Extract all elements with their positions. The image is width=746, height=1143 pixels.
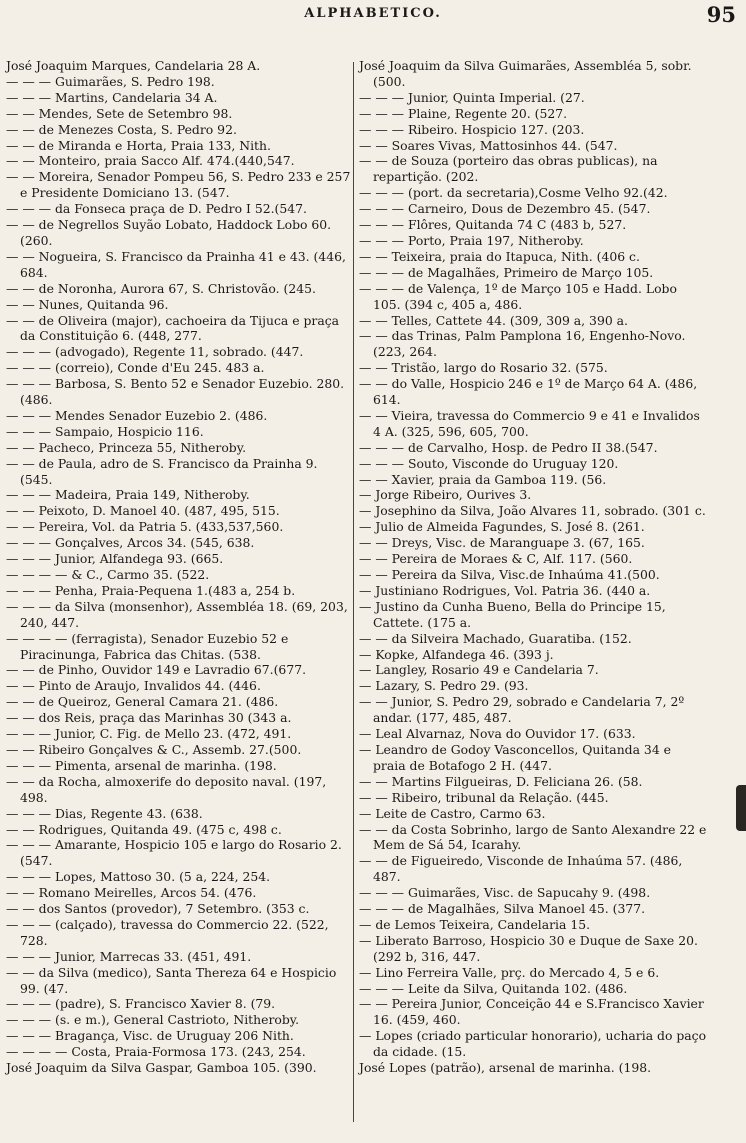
directory-entry: — — — de Valença, 1º de Março 105 e Hadd. Lobo 105. (394 c, 405 a, 486.	[359, 280, 677, 312]
directory-entry: — — — Lopes, Mattoso 30. (5 a, 224, 254.	[6, 869, 271, 885]
directory-entry: — — dos Santos (provedor), 7 Setembro. (353 c.	[6, 901, 310, 917]
directory-entry: — — — de Carvalho, Hosp. de Pedro II 38.(547.	[359, 439, 658, 455]
directory-entry: — — — Junior, Marrecas 33. (451, 491.	[6, 948, 252, 964]
directory-entry: — — Ribeiro, tribunal da Relação. (445.	[359, 789, 609, 805]
directory-entry: — — Ribeiro Gonçalves & C., Assemb. 27.(500.	[6, 741, 302, 757]
directory-entry: — — Peixoto, D. Manoel 40. (487, 495, 515.	[6, 503, 280, 519]
directory-entry: — — de Miranda e Horta, Praia 133, Nith.	[6, 137, 271, 153]
directory-entry: — Josephino da Silva, João Alvares 11, sobrado. (301 c.	[359, 503, 706, 519]
directory-entry: — — Pinto de Araujo, Invalidos 44. (446.	[6, 678, 261, 694]
running-head: ALPHABETICO.	[304, 6, 442, 21]
directory-entry: — — — Flôres, Quitanda 74 C (483 b, 527.	[359, 217, 627, 233]
directory-entry: — — — (padre), S. Francisco Xavier 8. (79.	[6, 996, 276, 1012]
directory-entry: — Lazary, S. Pedro 29. (93.	[359, 678, 529, 694]
directory-entry: — — — da Fonseca praça de D. Pedro I 52.(547.	[6, 201, 307, 217]
directory-entry: — — do Valle, Hospicio 246 e 1º de Março 64 A. (486, 614.	[359, 376, 698, 408]
directory-entry: — — Nunes, Quitanda 96.	[6, 296, 169, 312]
directory-entry: — — de Figueiredo, Visconde de Inhaúma 57. (486, 487.	[359, 853, 683, 885]
directory-entry: — — de Menezes Costa, S. Pedro 92.	[6, 121, 237, 137]
directory-entry: — — Teixeira, praia do Itapuca, Nith. (406 c.	[359, 248, 640, 264]
directory-entry: — — Tristão, largo do Rosario 32. (575.	[359, 360, 608, 376]
directory-entry: — Kopke, Alfandega 46. (393 j.	[359, 646, 554, 662]
directory-entry: — — — (advogado), Regente 11, sobrado. (447.	[6, 344, 304, 360]
directory-entry: — — — — & C., Carmo 35. (522.	[6, 567, 210, 582]
directory-entry: — — da Rocha, almoxerife do deposito naval. (197, 498.	[6, 773, 327, 805]
left-column	[6, 58, 351, 1076]
directory-entry: — Justino da Cunha Bueno, Bella do Principe 15, Cattete. (175 a.	[359, 598, 666, 630]
directory-entry: — — — (port. da secretaria),Cosme Velho 92.(42.	[359, 185, 668, 201]
directory-entry: — — — Penha, Praia-Pequena 1.(483 a, 254 b.	[6, 582, 296, 598]
directory-entry: — — — Junior, Alfandega 93. (665.	[6, 551, 224, 567]
directory-entry: — — — Dias, Regente 43. (638.	[6, 805, 203, 821]
directory-entry: — Justiniano Rodrigues, Vol. Patria 36. (440 a.	[359, 582, 651, 598]
directory-entry: — Leite de Castro, Carmo 63.	[359, 805, 546, 821]
directory-entry: — Lino Ferreira Valle, prç. do Mercado 4, 5 e 6.	[359, 964, 660, 980]
directory-entry: — — Mendes, Sete de Setembro 98.	[6, 105, 233, 121]
directory-entry: — — — da Silva (monsenhor), Assembléa 18. (69, 203, 240, 447.	[6, 598, 348, 630]
directory-entry: — — — Gonçalves, Arcos 34. (545, 638.	[6, 535, 255, 551]
directory-entry: — — — — Costa, Praia-Formosa 173. (243, 254.	[6, 1044, 306, 1060]
directory-entry: — — Pereira, Vol. da Patria 5. (433,537,560.	[6, 519, 284, 535]
directory-entry: — — Xavier, praia da Gamboa 119. (56.	[359, 471, 607, 487]
directory-entry: — Jorge Ribeiro, Ourives 3.	[359, 487, 532, 503]
directory-entry: — Liberato Barroso, Hospicio 30 e Duque de Saxe 20. (292 b, 316, 447.	[359, 932, 698, 964]
directory-entry: — — — Souto, Visconde do Uruguay 120.	[359, 455, 619, 471]
directory-entry: — — — Amarante, Hospicio 105 e largo do Rosario 2. (547.	[6, 837, 342, 869]
directory-entry: José Joaquim da Silva Guimarães, Assembléa 5, sobr. (500.	[359, 58, 692, 89]
directory-entry: — Julio de Almeida Fagundes, S. José 8. (261.	[359, 519, 645, 535]
directory-entry: — — — Junior, C. Fig. de Mello 23. (472, 491.	[6, 726, 292, 742]
directory-entry: — — de Queiroz, General Camara 21. (486.	[6, 694, 279, 710]
directory-entry: — — Nogueira, S. Francisco da Prainha 41 e 43. (446, 684.	[6, 248, 346, 280]
directory-entry: — — — Junior, Quinta Imperial. (27.	[359, 89, 585, 105]
directory-entry: — — da Silva (medico), Santa Thereza 64 e Hospicio 99. (47.	[6, 964, 337, 996]
directory-entry: — — Soares Vivas, Mattosinhos 44. (547.	[359, 137, 618, 153]
directory-entry: — — dos Reis, praça das Marinhas 30 (343 a.	[6, 710, 292, 726]
directory-entry: — — Vieira, travessa do Commercio 9 e 41 e Invalidos 4 A. (325, 596, 605, 700.	[359, 407, 700, 439]
directory-entry: — — Pereira da Silva, Visc.de Inhaúma 41.(500.	[359, 567, 660, 582]
directory-entry: — — Romano Meirelles, Arcos 54. (476.	[6, 885, 257, 901]
directory-entry: — — Pereira de Moraes & C, Alf. 117. (560.	[359, 551, 633, 567]
directory-entry: — — — Pimenta, arsenal de marinha. (198.	[6, 757, 277, 773]
directory-entry: — Leal Alvarnaz, Nova do Ouvidor 17. (633.	[359, 726, 636, 742]
directory-entry: — — — (calçado), travessa do Commercio 22. (522, 728.	[6, 916, 329, 948]
directory-entry: — — — Ribeiro. Hospicio 127. (203.	[359, 121, 585, 137]
directory-entry: — Langley, Rosario 49 e Candelaria 7.	[359, 662, 599, 678]
directory-entry: — — — Bragança, Visc. de Uruguay 206 Nith.	[6, 1028, 294, 1044]
directory-entry: — — de Oliveira (major), cachoeira da Tijuca e praça da Constituição 6. (448, 277.	[6, 312, 340, 344]
directory-entry: José Lopes (patrão), arsenal de marinha. (198.	[359, 1060, 652, 1076]
directory-entry: — — de Paula, adro de S. Francisco da Prainha 9. (545.	[6, 455, 318, 487]
directory-entry: — de Lemos Teixeira, Candelaria 15.	[359, 916, 591, 932]
column-divider	[353, 62, 354, 1122]
directory-entry: — — — Carneiro, Dous de Dezembro 45. (547.	[359, 201, 651, 217]
directory-entry: — — Junior, S. Pedro 29, sobrado e Candelaria 7, 2º andar. (177, 485, 487.	[359, 694, 685, 726]
directory-entry: — — Moreira, Senador Pompeu 56, S. Pedro 233 e 257 e Presidente Domiciano 13. (547.	[6, 169, 351, 201]
directory-entry: — — — (s. e m.), General Castrioto, Nitheroby.	[6, 1012, 300, 1028]
directory-entry: — — — Leite da Silva, Quitanda 102. (486.	[359, 980, 628, 996]
binding-tab-mark	[736, 785, 746, 831]
directory-entry: — — Pacheco, Princeza 55, Nitheroby.	[6, 439, 247, 455]
directory-entry: — — — (correio), Conde d'Eu 245. 483 a.	[6, 360, 265, 376]
page-number: 95	[706, 2, 736, 27]
directory-entry: — — — Mendes Senador Euzebio 2. (486.	[6, 407, 268, 423]
directory-entry: — — de Negrellos Suyão Lobato, Haddock Lobo 60. (260.	[6, 217, 332, 248]
directory-entry: — — Rodrigues, Quitanda 49. (475 c, 498 c.	[6, 821, 282, 837]
directory-entry: — — Dreys, Visc. de Maranguape 3. (67, 165.	[359, 535, 645, 551]
directory-entry: — — de Souza (porteiro das obras publicas), na repartição. (202.	[359, 153, 658, 185]
directory-entry: — Leandro de Godoy Vasconcellos, Quitanda 34 e praia de Botafogo 2 H. (447.	[359, 741, 671, 773]
directory-entry: — — das Trinas, Palm Pamplona 16, Engenho-Novo. (223, 264.	[359, 328, 686, 360]
directory-entry: — — — Sampaio, Hospicio 116.	[6, 423, 204, 439]
directory-entry: — — Pereira Junior, Conceição 44 e S.Francisco Xavier 16. (459, 460.	[359, 996, 704, 1028]
directory-entry: — — — — (ferragista), Senador Euzebio 52 e Piracinunga, Fabrica das Chitas. (538.	[6, 630, 289, 662]
directory-entry: José Joaquim Marques, Candelaria 28 A.	[6, 58, 261, 73]
directory-entry: — — — Guimarães, Visc. de Sapucahy 9. (498.	[359, 885, 651, 901]
directory-entry: — — — Plaine, Regente 20. (527.	[359, 105, 568, 121]
directory-entry: — — Telles, Cattete 44. (309, 309 a, 390 a.	[359, 312, 628, 328]
directory-entry: — — — de Magalhães, Primeiro de Março 105.	[359, 264, 654, 280]
directory-entry: — — — Barbosa, S. Bento 52 e Senador Euzebio. 280. (486.	[6, 376, 345, 408]
directory-entry: — — da Costa Sobrinho, largo de Santo Alexandre 22 e Mem de Sá 54, Icarahy.	[359, 821, 707, 853]
directory-entry: — — da Silveira Machado, Guaratiba. (152.	[359, 630, 632, 646]
directory-entry: — — — de Magalhães, Silva Manoel 45. (377.	[359, 901, 646, 917]
directory-entry: — — de Noronha, Aurora 67, S. Christovão. (245.	[6, 280, 316, 296]
directory-entry: José Joaquim da Silva Gaspar, Gamboa 105. (390.	[6, 1060, 317, 1076]
directory-entry: — — — Madeira, Praia 149, Nitheroby.	[6, 487, 250, 503]
directory-entry: — Lopes (criado particular honorario), ucharia do paço da cidade. (15.	[359, 1028, 707, 1060]
directory-entry: — — — Porto, Praia 197, Nitheroby.	[359, 232, 584, 248]
directory-entry: — — Monteiro, praia Sacco Alf. 474.(440,547.	[6, 153, 295, 169]
right-column	[359, 58, 707, 1076]
directory-entry: — — — Guimarães, S. Pedro 198.	[6, 73, 215, 89]
directory-entry: — — — Martins, Candelaria 34 A.	[6, 89, 218, 105]
directory-entry: — — Martins Filgueiras, D. Feliciana 26. (58.	[359, 773, 643, 789]
directory-entry: — — de Pinho, Ouvidor 149 e Lavradio 67.(677.	[6, 662, 307, 678]
